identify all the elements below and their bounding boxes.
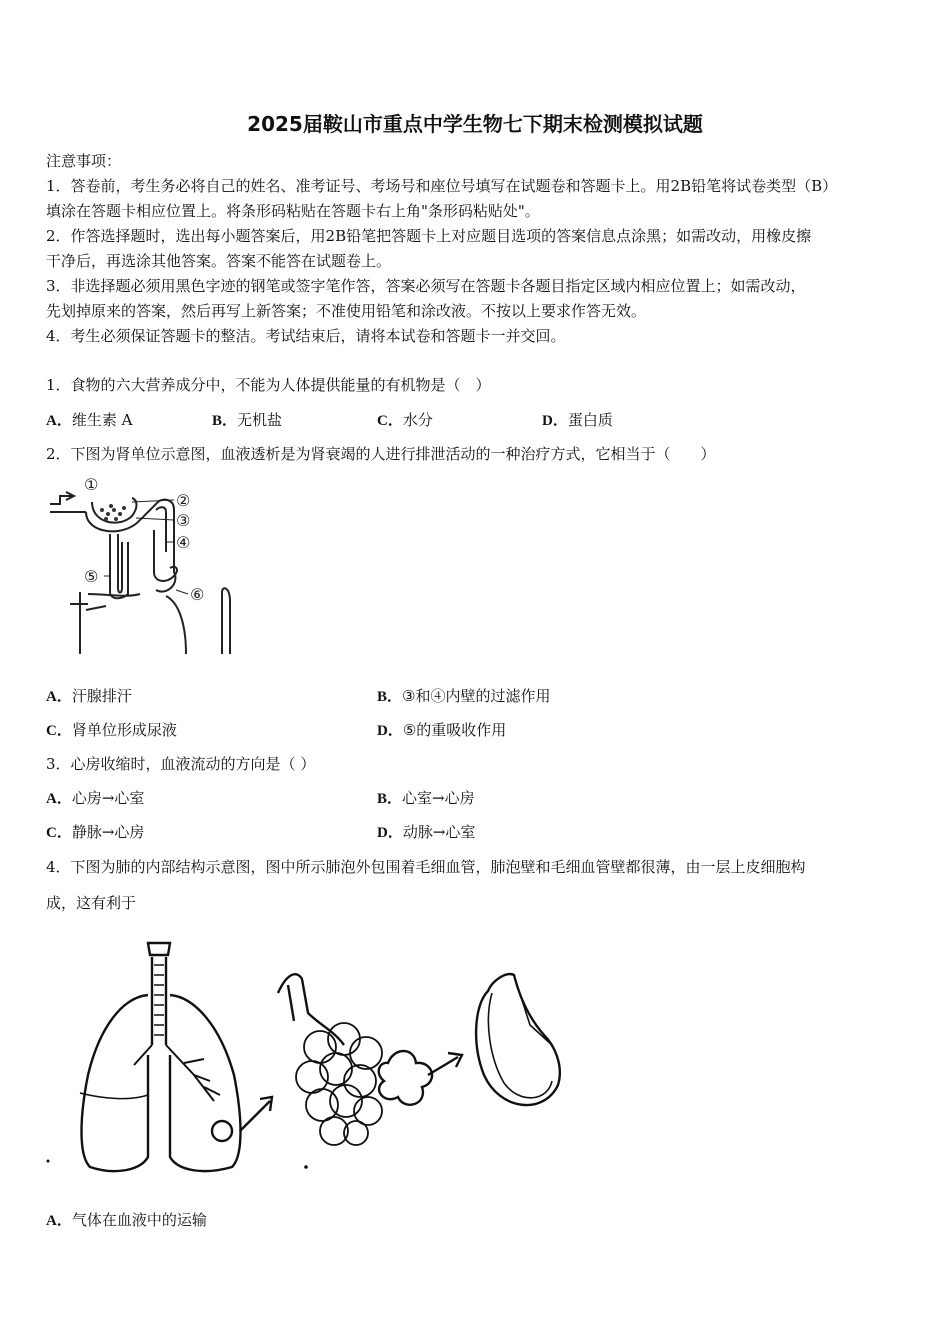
q3-option-d bbox=[377, 821, 475, 844]
lung-structure-diagram bbox=[44, 935, 574, 1180]
figure-label-2: ② bbox=[176, 491, 191, 510]
nephron-diagram bbox=[46, 472, 246, 657]
option-letter: D． bbox=[377, 825, 403, 841]
option-text: 心室→心房 bbox=[402, 789, 475, 807]
option-letter: B． bbox=[212, 413, 238, 429]
question-4-stem-cont: 成，这有利于 bbox=[46, 894, 137, 912]
option-text: 肾单位形成尿液 bbox=[71, 721, 177, 739]
option-letter: C． bbox=[46, 723, 72, 739]
option-text: ③和④内壁的过滤作用 bbox=[402, 687, 551, 705]
q2-option-a bbox=[46, 685, 132, 708]
question-4-stem: 4．下图为肺的内部结构示意图，图中所示肺泡外包围着毛细血管，肺泡壁和毛细血管壁都很薄，由一层上皮细胞构 bbox=[46, 858, 806, 876]
q1-option-d bbox=[542, 409, 613, 432]
notice-line: 干净后，再选涂其他答案。答案不能答在试题卷上。 bbox=[46, 252, 392, 270]
q3-option-c bbox=[46, 821, 144, 844]
notice-line: 3．非选择题必须用黑色字迹的钢笔或签字笔作答，答案必须写在答题卡各题目指定区域内相应位置上；如需改动， bbox=[46, 277, 806, 295]
option-text: 心房→心室 bbox=[71, 789, 145, 807]
figure-label-4: ④ bbox=[176, 533, 191, 552]
option-text: ⑤的重吸收作用 bbox=[402, 721, 507, 739]
option-text: 蛋白质 bbox=[567, 411, 613, 429]
option-letter: C． bbox=[46, 825, 72, 841]
figure-label-5: ⑤ bbox=[84, 567, 99, 586]
question-2-stem: 2．下图为肾单位示意图，血液透析是为肾衰竭的人进行排泄活动的一种治疗方式，它相当于（ ） bbox=[46, 445, 716, 463]
question-3-stem: 3．心房收缩时，血液流动的方向是（ ） bbox=[46, 755, 316, 773]
notice-line: 1．答卷前，考生务必将自己的姓名、准考证号、考场号和座位号填写在试题卷和答题卡上。用2B铅笔将试卷类型（B） bbox=[46, 177, 838, 195]
q2-option-d bbox=[377, 719, 506, 742]
q1-option-b bbox=[212, 409, 282, 432]
option-text: 无机盐 bbox=[237, 411, 283, 429]
q2-option-c bbox=[46, 719, 177, 742]
option-text: 水分 bbox=[402, 411, 433, 429]
notice-heading: 注意事项： bbox=[46, 152, 122, 170]
notice-line: 先划掉原来的答案，然后再写上新答案；不准使用铅笔和涂改液。不按以上要求作答无效。 bbox=[46, 302, 647, 320]
option-letter: A． bbox=[46, 689, 72, 705]
option-letter: A． bbox=[46, 1213, 72, 1229]
option-text: 维生素 A bbox=[71, 411, 133, 429]
figure-label-1: ① bbox=[84, 475, 99, 494]
option-letter: D． bbox=[542, 413, 568, 429]
option-letter: D． bbox=[377, 723, 403, 739]
q3-option-a bbox=[46, 787, 144, 810]
notice-line: 2．作答选择题时，选出每小题答案后，用2B铅笔把答题卡上对应题目选项的答案信息点涂黑；如需改动，用橡皮擦 bbox=[46, 227, 812, 245]
option-letter: B． bbox=[377, 689, 403, 705]
q2-option-b bbox=[377, 685, 550, 708]
notice-line: 填涂在答题卡相应位置上。将条形码粘贴在答题卡右上角"条形码粘贴处"。 bbox=[46, 202, 540, 220]
option-text: 气体在血液中的运输 bbox=[71, 1211, 207, 1229]
page-title: 2025届鞍山市重点中学生物七下期末检测模拟试题 bbox=[247, 112, 703, 136]
option-text: 静脉→心房 bbox=[71, 823, 145, 841]
option-letter: A． bbox=[46, 413, 72, 429]
option-text: 动脉→心室 bbox=[402, 823, 476, 841]
q1-option-c bbox=[377, 409, 433, 432]
question-1-stem: 1．食物的六大营养成分中，不能为人体提供能量的有机物是（ ） bbox=[46, 376, 491, 394]
option-letter: B． bbox=[377, 791, 403, 807]
option-letter: A． bbox=[46, 791, 72, 807]
q1-option-a bbox=[46, 409, 132, 432]
q3-option-b bbox=[377, 787, 475, 810]
notice-line: 4．考生必须保证答题卡的整洁。考试结束后，请将本试卷和答题卡一并交回。 bbox=[46, 327, 566, 345]
option-letter: C． bbox=[377, 413, 403, 429]
figure-label-6: ⑥ bbox=[190, 585, 205, 604]
q4-option-a bbox=[46, 1209, 207, 1232]
figure-label-3: ③ bbox=[176, 511, 191, 530]
option-text: 汗腺排汗 bbox=[71, 687, 132, 705]
